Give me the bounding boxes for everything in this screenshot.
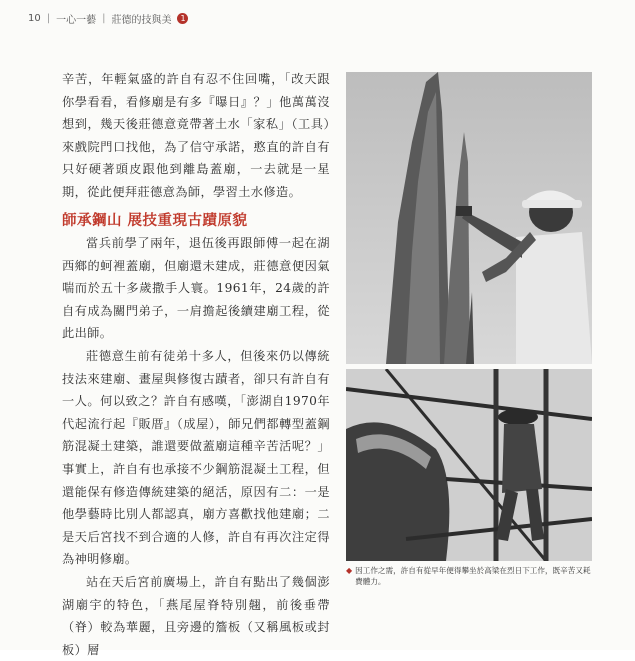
photo-worker-scaffold-image (346, 369, 592, 561)
section-heading: 師承鋼山 展技重現古蹟原貌 (62, 213, 248, 229)
header-divider: | (46, 12, 51, 24)
chapter-title: 莊德的技與美 (111, 14, 172, 26)
paragraph: 辛苦，年輕氣盛的許自有忍不住回嘴，「改天跟你學看看，看修廟是有多『曝日』？」他萬萬沒想到，幾天後莊德意竟帶著土水「家私」（工具）來戲院門口找他，為了信守承諾，憨直的許自有只好硬著頭皮跟他到離島蓋廟，一去就是一星期，從此便拜莊德意為師，學習土水修造。 (62, 72, 330, 199)
caption-bullet-icon: ◆ (346, 566, 353, 575)
photo-caption (346, 565, 596, 587)
paragraph-block-bottom (62, 232, 330, 661)
paragraph-block-top (62, 68, 330, 204)
running-header (28, 10, 188, 26)
paragraph: 莊德意生前有徒弟十多人，但後來仍以傳統技法來建廟、畫屋與修復古蹟者，卻只有許自有一人。何以致之？許自有感嘆，「澎湖自1970年代起流行起『販厝』（成屋），師兄們都轉型蓋鋼筋混凝土建築，誰還要做蓋廟這種辛苦活呢？」事實上，許自有也承接不少鋼筋混凝土工程，但還能保有修造傳統建築的絕活，原因有二：一是他學藝時比別人都認真，廟方喜歡找他建廟；二是天后宮找不到合適的人修，許自有再次注定得為神明修廟。 (62, 348, 330, 567)
page-number: 10 (28, 12, 41, 24)
paragraph: 當兵前學了兩年，退伍後再跟師傅一起在湖西鄉的蚵裡蓋廟，但廟還未建成，莊德意便因氣喘而於五十多歲撒手人寰。1961年，24歲的許自有成為關門弟子，一肩擔起後續建廟工程，從此出師。 (62, 236, 330, 341)
photo-worker-scaffold (346, 369, 592, 561)
header-divider: | (102, 12, 106, 24)
paragraph: 站在天后宮前廣場上，許自有點出了幾個澎湖廟宇的特色，「燕尾屋脊特別翹，前後垂帶（脊）較為華麗，且旁邊的簷板（又稱風板或封板）層 (62, 574, 330, 657)
photo-worker-ridge (346, 72, 592, 364)
chapter-badge-icon: 1 (177, 13, 188, 24)
caption-text: 因工作之需，許自有從早年便得攀坐於高梁在烈日下工作，既辛苦又耗費體力。 (355, 566, 591, 586)
photo-worker-ridge-image (346, 72, 592, 364)
book-title: 一心一藝 (56, 14, 97, 26)
